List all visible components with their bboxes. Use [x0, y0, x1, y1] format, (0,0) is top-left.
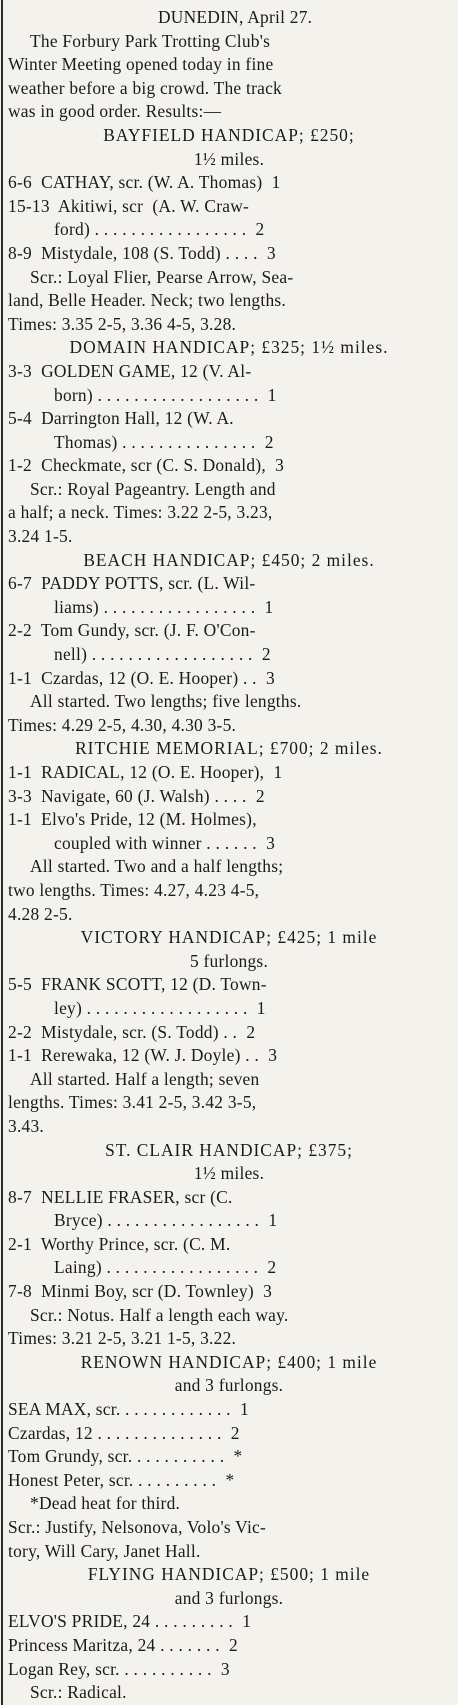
placing-line: nell) . . . . . . . . . . . . . . . . . . 2 — [54, 644, 271, 665]
placing — [8, 360, 450, 407]
placing — [8, 1422, 450, 1446]
placing — [8, 761, 450, 785]
race-block — [8, 737, 450, 926]
placing-line: 1-1 Elvo's Pride, 12 (M. Holmes), — [8, 809, 257, 830]
race-title: 1½ miles. — [193, 148, 265, 169]
race-note: Times: 3.35 2-5, 3.36 4-5, 3.28. — [8, 313, 237, 334]
race-block — [8, 926, 450, 1138]
placing-line: Honest Peter, scr. . . . . . . . . . * — [8, 1469, 235, 1490]
placing-line: ELVO'S PRIDE, 24 . . . . . . . . . 1 — [8, 1611, 252, 1632]
race-note: Times: 3.21 2-5, 3.21 1-5, 3.22. — [8, 1328, 237, 1349]
placing — [8, 1445, 450, 1469]
intro-line: The Forbury Park Trotting Club's — [30, 30, 271, 51]
race-block — [8, 124, 450, 336]
placing-line: 8-9 Mistydale, 108 (S. Todd) . . . . 3 — [8, 242, 276, 263]
placing-line: Princess Maritza, 24 . . . . . . . 2 — [8, 1634, 238, 1655]
intro-line: Winter Meeting opened today in fine — [8, 54, 274, 75]
placing-line: 1-2 Checkmate, scr (C. S. Donald), 3 — [8, 455, 285, 476]
placing-line: Thomas) . . . . . . . . . . . . . . . 2 — [54, 431, 274, 452]
race-note: Scr.: Radical. — [30, 1682, 127, 1703]
placing — [8, 973, 450, 1020]
race-note: All started. Two and a half lengths; — [30, 856, 284, 877]
placing — [8, 1021, 450, 1045]
race-note: two lengths. Times: 4.27, 4.23 4-5, — [8, 879, 260, 900]
race-title: and 3 furlongs. — [174, 1375, 284, 1396]
race-note: Scr.: Loyal Flier, Pearse Arrow, Sea- — [30, 266, 294, 287]
race-title: BEACH HANDICAP; £450; 2 miles. — [83, 549, 375, 570]
race-title: RENOWN HANDICAP; £400; 1 mile — [80, 1351, 378, 1372]
placing-line: 3-3 GOLDEN GAME, 12 (V. Al- — [8, 360, 252, 381]
placing-line: 6-6 CATHAY, scr. (W. A. Thomas) 1 — [8, 172, 281, 193]
placing — [8, 808, 450, 855]
placing — [8, 1658, 450, 1682]
race-block — [8, 1563, 450, 1705]
column-rule — [1, 0, 3, 1705]
race-title: ST. CLAIR HANDICAP; £375; — [105, 1139, 353, 1160]
placing-line: 2-2 Tom Gundy, scr. (J. F. O'Con- — [8, 620, 256, 641]
placing — [8, 242, 450, 266]
intro-line: weather before a big crowd. The track — [8, 77, 283, 98]
race-title: 5 furlongs. — [189, 950, 269, 971]
intro-paragraph — [8, 30, 450, 124]
placing-line: 3-3 Navigate, 60 (J. Walsh) . . . . 2 — [8, 785, 265, 806]
race-title: RITCHIE MEMORIAL; £700; 2 miles. — [75, 738, 383, 759]
race-note: Scr.: Royal Pageantry. Length and — [30, 478, 276, 499]
intro-line: was in good order. Results:— — [8, 101, 222, 122]
race-block — [8, 336, 450, 548]
placing — [8, 1469, 450, 1493]
placing — [8, 1634, 450, 1658]
race-note: a half; a neck. Times: 3.22 2-5, 3.23, — [8, 502, 273, 523]
placing-line: 5-4 Darrington Hall, 12 (W. A. — [8, 408, 234, 429]
placing-line: 15-13 Akitiwi, scr (A. W. Craw- — [8, 195, 250, 216]
placing — [8, 1398, 450, 1422]
placing — [8, 195, 450, 242]
placing-line: Bryce) . . . . . . . . . . . . . . . . . 1 — [54, 1210, 278, 1231]
race-title: VICTORY HANDICAP; £425; 1 mile — [80, 927, 378, 948]
placing — [8, 1610, 450, 1634]
placing — [8, 454, 450, 478]
placing-line: SEA MAX, scr. . . . . . . . . . . . . 1 — [8, 1399, 249, 1420]
placing-line: 1-1 RADICAL, 12 (O. E. Hooper), 1 — [8, 762, 283, 782]
placing-line: 8-7 NELLIE FRASER, scr (C. — [8, 1186, 233, 1207]
race-note: *Dead heat for third. — [30, 1493, 181, 1514]
placing — [8, 407, 450, 454]
race-block — [8, 1351, 450, 1563]
race-note: 3.43. — [8, 1115, 45, 1136]
race-title: FLYING HANDICAP; £500; 1 mile — [87, 1564, 371, 1585]
placing-line: 5-5 FRANK SCOTT, 12 (D. Town- — [8, 974, 267, 995]
placing-line: born) . . . . . . . . . . . . . . . . . . 1 — [54, 384, 277, 405]
placing-line: liams) . . . . . . . . . . . . . . . . . 1 — [54, 596, 274, 617]
race-note: All started. Two lengths; five lengths. — [30, 691, 302, 712]
placing — [8, 667, 450, 691]
placing-line: 2-1 Worthy Prince, scr. (C. M. — [8, 1233, 231, 1254]
placing-line: Laing) . . . . . . . . . . . . . . . . . 2 — [54, 1257, 277, 1278]
placing-line: 6-7 PADDY POTTS, scr. (L. Wil- — [8, 573, 256, 594]
placing-line: 2-2 Mistydale, scr. (S. Todd) . . 2 — [8, 1021, 256, 1042]
placing-line: 1-1 Czardas, 12 (O. E. Hooper) . . 3 — [8, 667, 275, 688]
race-title: 1½ miles. — [193, 1163, 265, 1184]
race-block — [8, 549, 450, 738]
placing-line: coupled with winner . . . . . . 3 — [54, 832, 276, 853]
race-note: 3.24 1-5. — [8, 526, 73, 547]
placing-line: ford) . . . . . . . . . . . . . . . . . 2 — [54, 219, 265, 240]
race-title: and 3 furlongs. — [174, 1587, 284, 1608]
race-note: lengths. Times: 3.41 2-5, 3.42 3-5, — [8, 1092, 257, 1113]
placing — [8, 1186, 450, 1233]
placing — [8, 1233, 450, 1280]
race-note: 4.28 2-5. — [8, 903, 73, 924]
placing — [8, 1280, 450, 1304]
placing-line: 1-1 Rerewaka, 12 (W. J. Doyle) . . 3 — [8, 1045, 278, 1066]
race-note: Scr.: Notus. Half a length each way. — [30, 1304, 289, 1325]
race-note: All started. Half a length; seven — [30, 1068, 260, 1089]
race-note: Times: 4.29 2-5, 4.30, 4.30 3-5. — [8, 714, 237, 735]
placing — [8, 619, 450, 666]
placing-line: 7-8 Minmi Boy, scr (D. Townley) 3 — [8, 1281, 273, 1302]
dateline: DUNEDIN, April 27. — [158, 7, 313, 27]
race-results — [8, 124, 450, 1705]
race-note: Scr.: Justify, Nelsonova, Volo's Vic- — [8, 1517, 267, 1537]
placing — [8, 171, 450, 195]
placing-line: Tom Grundy, scr. . . . . . . . . . . * — [8, 1446, 243, 1467]
placing — [8, 1044, 450, 1068]
placing — [8, 572, 450, 619]
race-block — [8, 1139, 450, 1351]
placing-line: Logan Rey, scr. . . . . . . . . . . 3 — [8, 1658, 230, 1679]
race-note: tory, Will Cary, Janet Hall. — [8, 1540, 201, 1561]
placing-line: Czardas, 12 . . . . . . . . . . . . . . 2 — [8, 1422, 240, 1443]
placing — [8, 785, 450, 809]
race-title: DOMAIN HANDICAP; £325; 1½ miles. — [69, 337, 389, 358]
race-title: BAYFIELD HANDICAP; £250; — [103, 124, 355, 145]
placing-line: ley) . . . . . . . . . . . . . . . . . . 1 — [54, 997, 266, 1018]
race-note: land, Belle Header. Neck; two lengths. — [8, 290, 287, 311]
